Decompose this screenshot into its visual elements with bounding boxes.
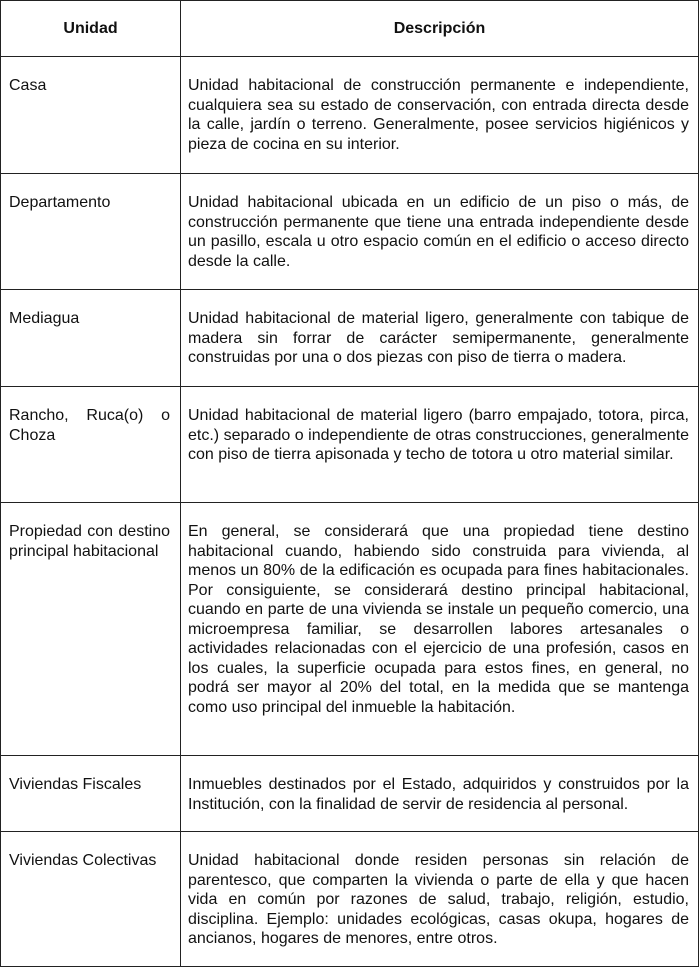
unidad-cell xyxy=(1,290,181,387)
table-header-row xyxy=(1,1,699,57)
unidad-text: Departamento xyxy=(9,194,111,211)
descripcion-text: En general, se considerará que una propiedad tiene destino habitacional cuando, habiendo sido construida para vivienda, al menos un 80% de la edificación es ocupada para fines habitacionales. Por consiguiente, se considerará destino principal habitacional, cuando en parte de una vivienda se instale un pequeño comercio, una microempresa familiar, se desarrollen labores artesanales o actividades relacionadas con el ejercicio de una profesión, casos en los cuales, la superficie ocupada para estos fines, en general, no podrá ser mayor al 20% del total, en la medida que se mantenga como uso principal del inmueble la habitación. xyxy=(188,523,689,716)
table-row xyxy=(1,290,699,387)
header-descripcion: Descripción xyxy=(181,1,699,57)
unidad-cell xyxy=(1,832,181,967)
unidad-text: Rancho, Ruca(o) o Choza xyxy=(9,407,170,444)
unidad-cell xyxy=(1,756,181,832)
unidad-cell xyxy=(1,174,181,290)
header-unidad: Unidad xyxy=(1,1,181,57)
descripcion-text: Unidad habitacional donde residen personas sin relación de parentesco, que comparten la vivienda o parte de ella y que hacen vida en común por razones de salud, trabajo, religión, estudio, disciplina. Ejemplo: unidades ecológicas, casas okupa, hogares de ancianos, hogares de menores, entre otros. xyxy=(188,852,689,947)
unidad-cell xyxy=(1,387,181,503)
unidad-text: Mediagua xyxy=(9,310,80,327)
table-row xyxy=(1,832,699,967)
descripcion-text: Inmuebles destinados por el Estado, adquiridos y construidos por la Institución, con la finalidad de servir de residencia al personal. xyxy=(188,776,689,813)
table-row xyxy=(1,174,699,290)
table-row xyxy=(1,756,699,832)
unidad-cell xyxy=(1,503,181,756)
unidad-text: Propiedad con destino principal habitacional xyxy=(9,523,170,560)
unidad-cell xyxy=(1,57,181,174)
descripcion-text: Unidad habitacional ubicada en un edificio de un piso o más, de construcción permanente que tiene una entrada independiente desde un pasillo, escala u otro espacio común en el edificio o acceso directo desde la calle. xyxy=(188,194,689,270)
descripcion-cell xyxy=(181,756,699,832)
table-row xyxy=(1,503,699,756)
descripcion-cell xyxy=(181,174,699,290)
table-row xyxy=(1,387,699,503)
descripcion-cell xyxy=(181,290,699,387)
descripcion-cell xyxy=(181,503,699,756)
unidad-text: Casa xyxy=(9,77,47,94)
descripcion-text: Unidad habitacional de material ligero, generalmente con tabique de madera sin forrar de carácter semipermanente, generalmente construidas por una o dos piezas con piso de tierra o madera. xyxy=(188,310,689,366)
descripcion-cell xyxy=(181,387,699,503)
table-row xyxy=(1,57,699,174)
unidad-text: Viviendas Colectivas xyxy=(9,852,157,869)
unidad-text: Viviendas Fiscales xyxy=(9,776,142,793)
descripcion-cell xyxy=(181,832,699,967)
descripcion-text: Unidad habitacional de construcción permanente e independiente, cualquiera sea su estado de conservación, con entrada directa desde la calle, jardín o terreno. Generalmente, posee servicios higiénicos y pieza de cocina en su interior. xyxy=(188,77,689,153)
descripcion-cell xyxy=(181,57,699,174)
descripcion-text: Unidad habitacional de material ligero (barro empajado, totora, pirca, etc.) separado o independiente de otras construcciones, generalmente con piso de tierra apisonada y techo de totora u otro material similar. xyxy=(188,407,689,463)
